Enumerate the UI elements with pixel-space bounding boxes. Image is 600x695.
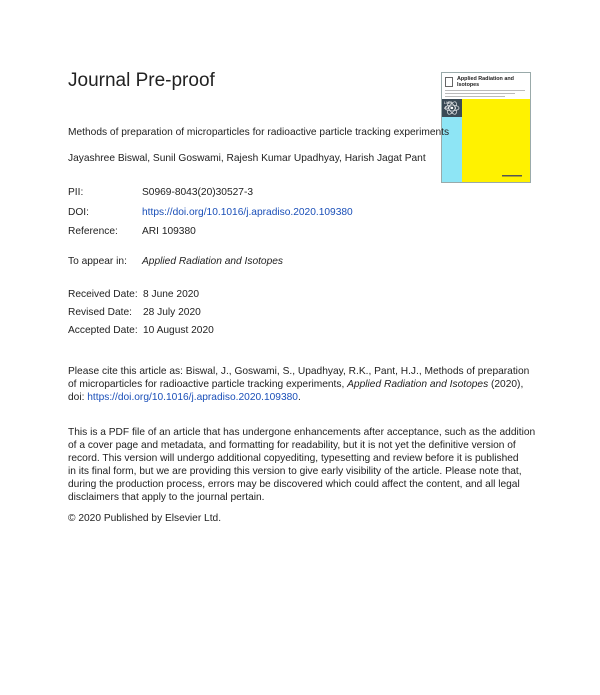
received-date-value: 8 June 2020 [143,289,200,300]
doi-label: DOI: [68,207,89,218]
cover-journal-name-line2: Isotopes [457,82,480,88]
cover-publisher-mark [502,173,524,179]
revised-date-value: 28 July 2020 [143,307,201,318]
disclaimer-line: This is a PDF file of an article that has undergone enhancements after acceptance, such as the addition [68,427,536,438]
citation-text: doi: [68,391,88,403]
citation-paragraph [68,366,538,405]
pii-value: S0969-8043(20)30527-3 [142,187,254,198]
journal-cover-image [441,72,531,183]
doi-link[interactable]: https://doi.org/10.1016/j.apradiso.2020.109380 [142,207,353,218]
cover-logo-text-line1: LNG [444,100,453,105]
disclaimer-line: during the production process, errors may be discovered which could affect the content, and all legal [68,478,520,490]
journal-pre-proof-heading: Journal Pre-proof [68,70,215,91]
cover-header [442,73,530,99]
copyright-notice: © 2020 Published by Elsevier Ltd. [68,513,222,524]
cover-journal-name-line1: Applied Radiation and [457,76,514,82]
pii-label: PII: [68,187,84,198]
cover-rule [445,96,505,97]
appear-in-label: To appear in: [68,256,127,267]
cover-logo-text [444,101,452,110]
citation-text: (2020), [488,378,524,390]
revised-date-label: Revised Date: [68,307,132,318]
citation-text: of microparticles for radioactive particle tracking experiments, [68,378,348,390]
reference-value: ARI 109380 [142,226,196,237]
appear-in-journal: Applied Radiation and Isotopes [142,256,284,267]
disclaimer-line: disclaimers that apply to the journal pertain. [68,491,265,503]
received-date-label: Received Date: [68,289,138,300]
citation-line [68,379,538,392]
reference-label: Reference: [68,226,118,237]
cover-logo-text-line2: AVT [444,104,452,110]
cover-rule [445,90,525,91]
cover-rule [445,93,515,94]
accepted-date-value: 10 August 2020 [143,325,214,336]
publisher-logo-icon [445,77,453,87]
citation-line: Please cite this article as: Biswal, J., Goswami, S., Upadhyay, R.K., Pant, H.J., Methods of preparation [68,366,530,377]
cover-journal-name [457,76,527,88]
disclaimer-line: of a cover page and metadata, and formatting for readability, but it is not yet the definitive version of [68,439,516,451]
accepted-date-label: Accepted Date: [68,325,138,336]
citation-journal: Applied Radiation and Isotopes [347,378,489,390]
article-title: Methods of preparation of microparticles for radioactive particle tracking experiments [68,127,450,138]
disclaimer-line: in its final form, but we are providing this version to give early visibility of the article. Please note that, [68,465,522,477]
citation-doi-link[interactable]: https://doi.org/10.1016/j.apradiso.2020.109380 [87,391,298,403]
citation-text: . [297,391,301,403]
cover-yellow-panel [462,99,530,183]
article-authors: Jayashree Biswal, Sunil Goswami, Rajesh Kumar Upadhyay, Harish Jagat Pant [68,153,426,164]
citation-line [68,392,538,405]
disclaimer-line: record. This version will undergo additional copyediting, typesetting and review before it is published [68,452,519,464]
disclaimer-paragraph [68,427,538,504]
